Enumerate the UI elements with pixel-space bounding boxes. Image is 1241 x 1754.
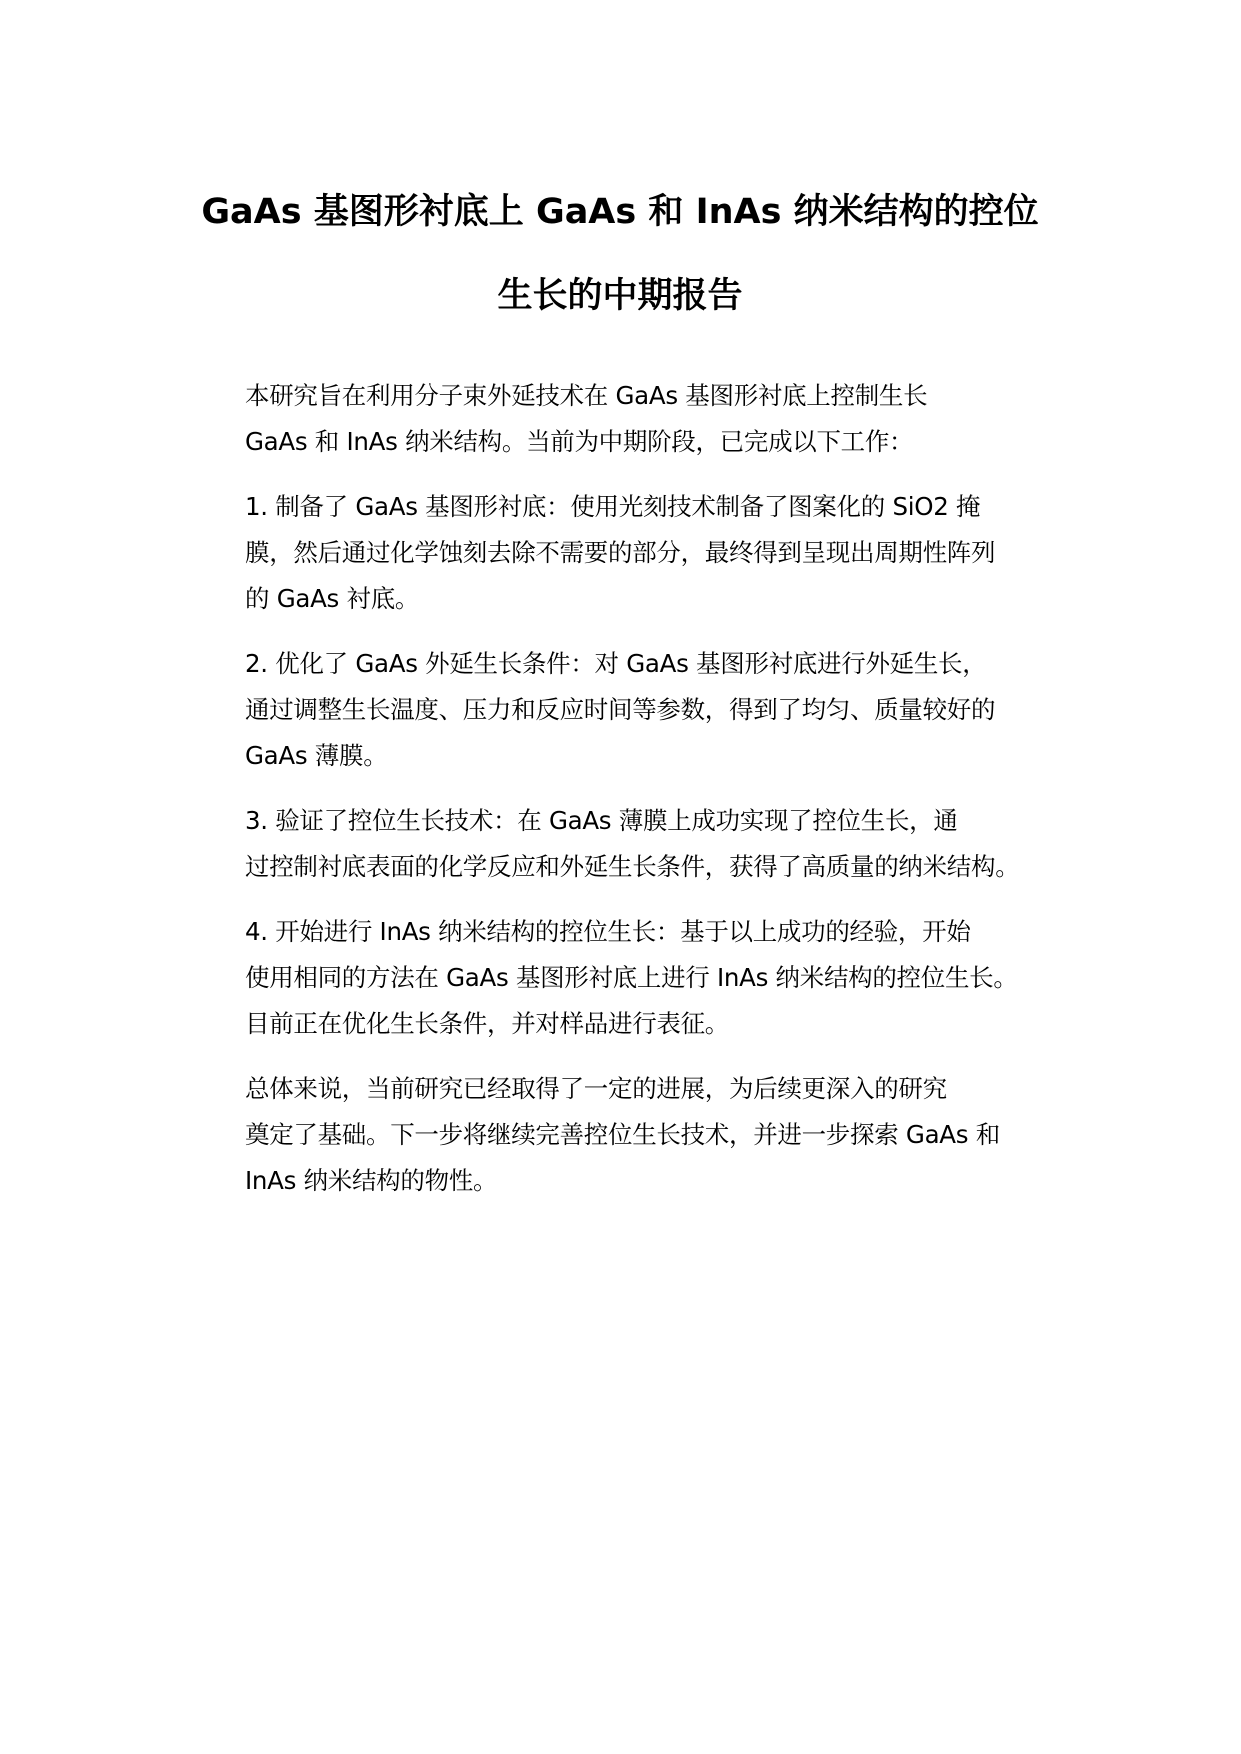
document-title <box>150 170 1090 338</box>
paragraph-intro <box>188 373 1083 465</box>
text-line: 本研究旨在利用分子束外延技术在 GaAs 基图形衬底上控制生长 <box>245 381 928 410</box>
text-line: InAs 纳米结构的物性。 <box>245 1166 498 1195</box>
text-line: 通过调整生长温度、压力和反应时间等参数，得到了均匀、质量较好的 <box>245 695 996 724</box>
paragraph-item-2 <box>188 641 1083 779</box>
text-line: 目前正在优化生长条件，并对样品进行表征。 <box>245 1009 729 1038</box>
text-line: 奠定了基础。下一步将继续完善控位生长技术，并进一步探索 GaAs 和 <box>245 1120 1000 1149</box>
paragraph-item-4 <box>188 909 1083 1047</box>
document-body <box>188 373 1083 1223</box>
text-line: 总体来说，当前研究已经取得了一定的进展，为后续更深入的研究 <box>245 1074 947 1103</box>
paragraph-item-3 <box>188 798 1083 890</box>
text-line: 的 GaAs 衬底。 <box>245 584 420 613</box>
text-line: 3. 验证了控位生长技术：在 GaAs 薄膜上成功实现了控位生长，通 <box>245 806 958 835</box>
text-line: 过控制衬底表面的化学反应和外延生长条件，获得了高质量的纳米结构。 <box>245 852 1020 881</box>
text-line: 膜，然后通过化学蚀刻去除不需要的部分，最终得到呈现出周期性阵列 <box>245 538 996 567</box>
title-line-1: GaAs 基图形衬底上 GaAs 和 InAs 纳米结构的控位 <box>201 192 1039 232</box>
paragraph-item-1 <box>188 484 1083 622</box>
title-line-2: 生长的中期报告 <box>497 276 743 316</box>
text-line: GaAs 薄膜。 <box>245 741 388 770</box>
text-line: 使用相同的方法在 GaAs 基图形衬底上进行 InAs 纳米结构的控位生长。 <box>245 963 1018 992</box>
text-line: 2. 优化了 GaAs 外延生长条件：对 GaAs 基图形衬底进行外延生长， <box>245 649 987 678</box>
paragraph-summary <box>188 1066 1083 1204</box>
text-line: GaAs 和 InAs 纳米结构。当前为中期阶段，已完成以下工作： <box>245 427 914 456</box>
text-line: 1. 制备了 GaAs 基图形衬底：使用光刻技术制备了图案化的 SiO2 掩 <box>245 492 981 521</box>
text-line: 4. 开始进行 InAs 纳米结构的控位生长：基于以上成功的经验，开始 <box>245 917 971 946</box>
